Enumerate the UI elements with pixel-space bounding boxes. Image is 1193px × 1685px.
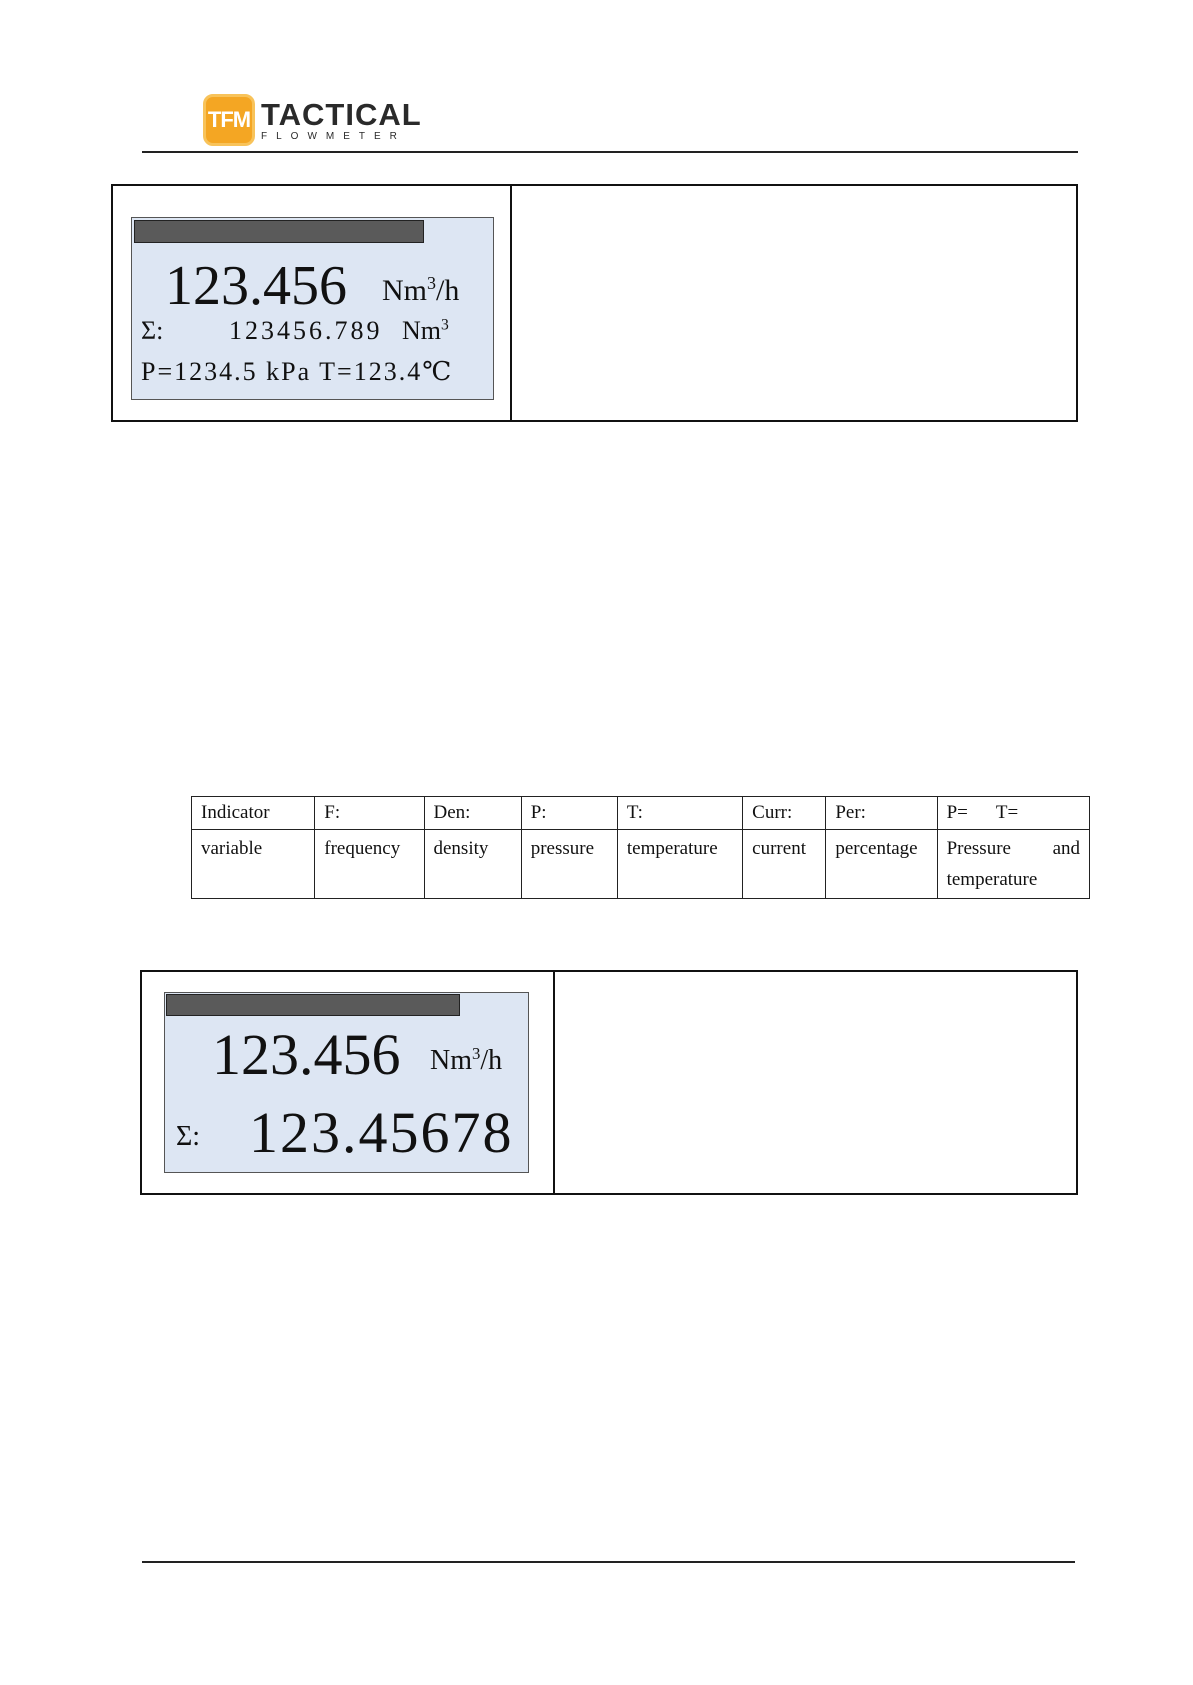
total-value: 123.45678 <box>249 1100 514 1165</box>
lcd-screen-2 <box>164 992 529 1173</box>
table-cell: Curr: <box>743 797 826 830</box>
company-logo <box>203 92 422 148</box>
t-equals: T= <box>995 802 1019 823</box>
display-panel-2 <box>140 970 1078 1195</box>
header-rule <box>142 151 1078 153</box>
logo-wordmark <box>261 96 422 142</box>
table-cell: pressure <box>521 830 617 899</box>
table-cell: frequency <box>315 830 424 899</box>
logo-main-text: TACTICAL <box>261 96 422 132</box>
table-cell: current <box>743 830 826 899</box>
flow-rate-unit: Nm$^3$/h <box>382 273 460 307</box>
table-cell: variable <box>192 830 315 899</box>
lcd-status-bar <box>134 220 424 243</box>
table-cell: P: <box>521 797 617 830</box>
panel-divider <box>553 972 555 1193</box>
table-cell: Den: <box>424 797 521 830</box>
table-cell: percentage <box>826 830 937 899</box>
pressure-word: Pressure <box>946 838 1011 859</box>
footer-rule <box>142 1561 1075 1563</box>
table-cell: T: <box>617 797 742 830</box>
table-cell: F: <box>315 797 424 830</box>
sigma-label: Σ: <box>176 1121 201 1152</box>
logo-sub-text: FLOWMETER <box>261 130 406 142</box>
table-row <box>192 830 1090 899</box>
display-panel-1 <box>111 184 1078 422</box>
panel-divider <box>510 186 512 420</box>
pressure-temperature-line: P=1234.5 kPa T=123.4℃ <box>141 357 454 386</box>
and-word: and <box>1052 838 1080 859</box>
total-value: 123456.789 <box>229 316 383 345</box>
logo-badge: TFM <box>203 94 255 146</box>
sigma-label: Σ: <box>141 316 164 345</box>
p-equals: P= <box>946 802 968 823</box>
flow-rate-unit: Nm$^3$/h <box>430 1043 503 1076</box>
flow-rate-value: 123.456 <box>212 1022 401 1087</box>
lcd-screen-1 <box>131 217 494 400</box>
indicator-table <box>191 796 1090 899</box>
table-cell: Per: <box>826 797 937 830</box>
flow-rate-value: 123.456 <box>165 255 347 317</box>
table-cell <box>937 797 1089 830</box>
lcd-status-bar <box>166 994 460 1016</box>
table-cell: temperature <box>617 830 742 899</box>
table-header-row <box>192 797 1090 830</box>
temperature-word: temperature <box>946 869 1038 890</box>
total-unit: Nm$^3$ <box>402 316 449 345</box>
table-cell: Indicator <box>192 797 315 830</box>
table-cell: density <box>424 830 521 899</box>
table-cell <box>937 830 1089 899</box>
